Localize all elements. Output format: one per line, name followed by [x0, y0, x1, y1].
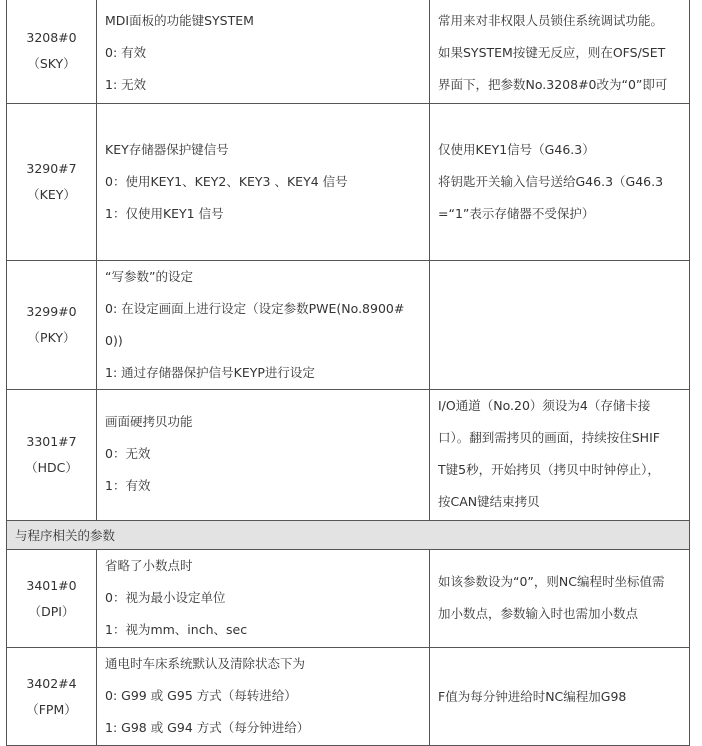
description-line: 1: G98 或 G94 方式（每分钟进给） [105, 720, 310, 735]
note-line: 加小数点，参数输入时也需加小数点 [438, 606, 639, 621]
parameter-code: （DPI） [28, 603, 75, 619]
description-line: 1：有效 [105, 478, 151, 493]
note-line: F值为每分钟进给时NC编程加G98 [438, 688, 627, 704]
parameter-cell [7, 648, 97, 746]
description-line: 1: 无效 [105, 77, 147, 92]
description-cell [97, 261, 430, 390]
description-line: 0：使用KEY1、KEY2、KEY3 、KEY4 信号 [105, 174, 348, 189]
table-row [7, 0, 690, 104]
note-cell [430, 104, 690, 261]
description-line: 1: 通过存储器保护信号KEYP进行设定 [105, 365, 315, 380]
description-line: 0: G99 或 G95 方式（每转进给） [105, 688, 297, 703]
description-line: 1：视为mm、inch、sec [105, 622, 248, 637]
description-line: 0: 在设定画面上进行设定（设定参数PWE(No.8900# [105, 301, 405, 316]
parameter-code: （FPM） [26, 701, 77, 717]
description-line: 0：无效 [105, 446, 151, 461]
description-cell [97, 390, 430, 521]
description-line: 画面硬拷贝功能 [105, 414, 193, 429]
note-cell [430, 550, 690, 648]
description-cell [97, 550, 430, 648]
table-row [7, 261, 690, 390]
parameter-number: 3290#7 [26, 161, 77, 176]
description-cell [97, 0, 430, 104]
description-line: “写参数”的设定 [105, 269, 193, 284]
table-row [7, 648, 690, 746]
parameter-cell [7, 104, 97, 261]
note-cell [430, 0, 690, 104]
description-line: KEY存储器保护键信号 [105, 142, 229, 157]
note-line: I/O通道（No.20）须设为4（存储卡接 [438, 398, 651, 413]
description-line: 1：仅使用KEY1 信号 [105, 206, 224, 221]
description-line: 0)) [105, 333, 123, 348]
table-row [7, 104, 690, 261]
parameter-code: （PKY） [27, 330, 76, 345]
parameter-number: 3208#0 [26, 30, 77, 45]
note-line: 按CAN键结束拷贝 [438, 494, 540, 509]
description-line: MDI面板的功能键SYSTEM [105, 13, 254, 28]
parameter-cell [7, 390, 97, 521]
note-line: T键5秒，开始拷贝（拷贝中时钟停止）， [438, 462, 660, 477]
parameter-cell [7, 261, 97, 390]
parameter-table [6, 0, 690, 746]
note-cell [430, 648, 690, 746]
note-line: 如该参数设为“0”，则NC编程时坐标值需 [438, 574, 665, 589]
note-line: 口）。翻到需拷贝的画面，持续按住SHIF [438, 430, 660, 445]
description-line: 0：视为最小设定单位 [105, 590, 226, 605]
note-line: 将钥匙开关输入信号送给G46.3（G46.3 [438, 174, 664, 189]
section-header-row [7, 521, 690, 550]
parameter-cell [7, 0, 97, 104]
parameter-number: 3299#0 [26, 304, 77, 319]
parameter-number: 3301#7 [26, 434, 77, 449]
note-line: 如果SYSTEM按键无反应，则在OFS/SET [438, 45, 666, 60]
parameter-cell [7, 550, 97, 648]
note-line: =“1”表示存储器不受保护） [438, 206, 595, 221]
table-row [7, 550, 690, 648]
description-line: 通电时车床系统默认及清除状态下为 [105, 656, 306, 671]
parameter-number: 3402#4 [26, 675, 77, 691]
note-cell [430, 390, 690, 521]
parameter-number: 3401#0 [26, 577, 77, 593]
parameter-code: （SKY） [27, 56, 76, 71]
note-line: 仅使用KEY1信号（G46.3） [438, 142, 595, 157]
parameter-code: （KEY） [27, 187, 76, 202]
note-line: 界面下，把参数No.3208#0改为“0”即可 [438, 77, 668, 92]
table-row [7, 390, 690, 521]
parameter-code: （HDC） [25, 460, 78, 475]
note-line: 常用来对非权限人员锁住系统调试功能。 [438, 13, 664, 28]
description-cell [97, 104, 430, 261]
note-cell [430, 261, 690, 390]
section-title: 与程序相关的参数 [7, 521, 690, 550]
description-line: 省略了小数点时 [105, 558, 193, 573]
description-cell [97, 648, 430, 746]
description-line: 0: 有效 [105, 45, 147, 60]
